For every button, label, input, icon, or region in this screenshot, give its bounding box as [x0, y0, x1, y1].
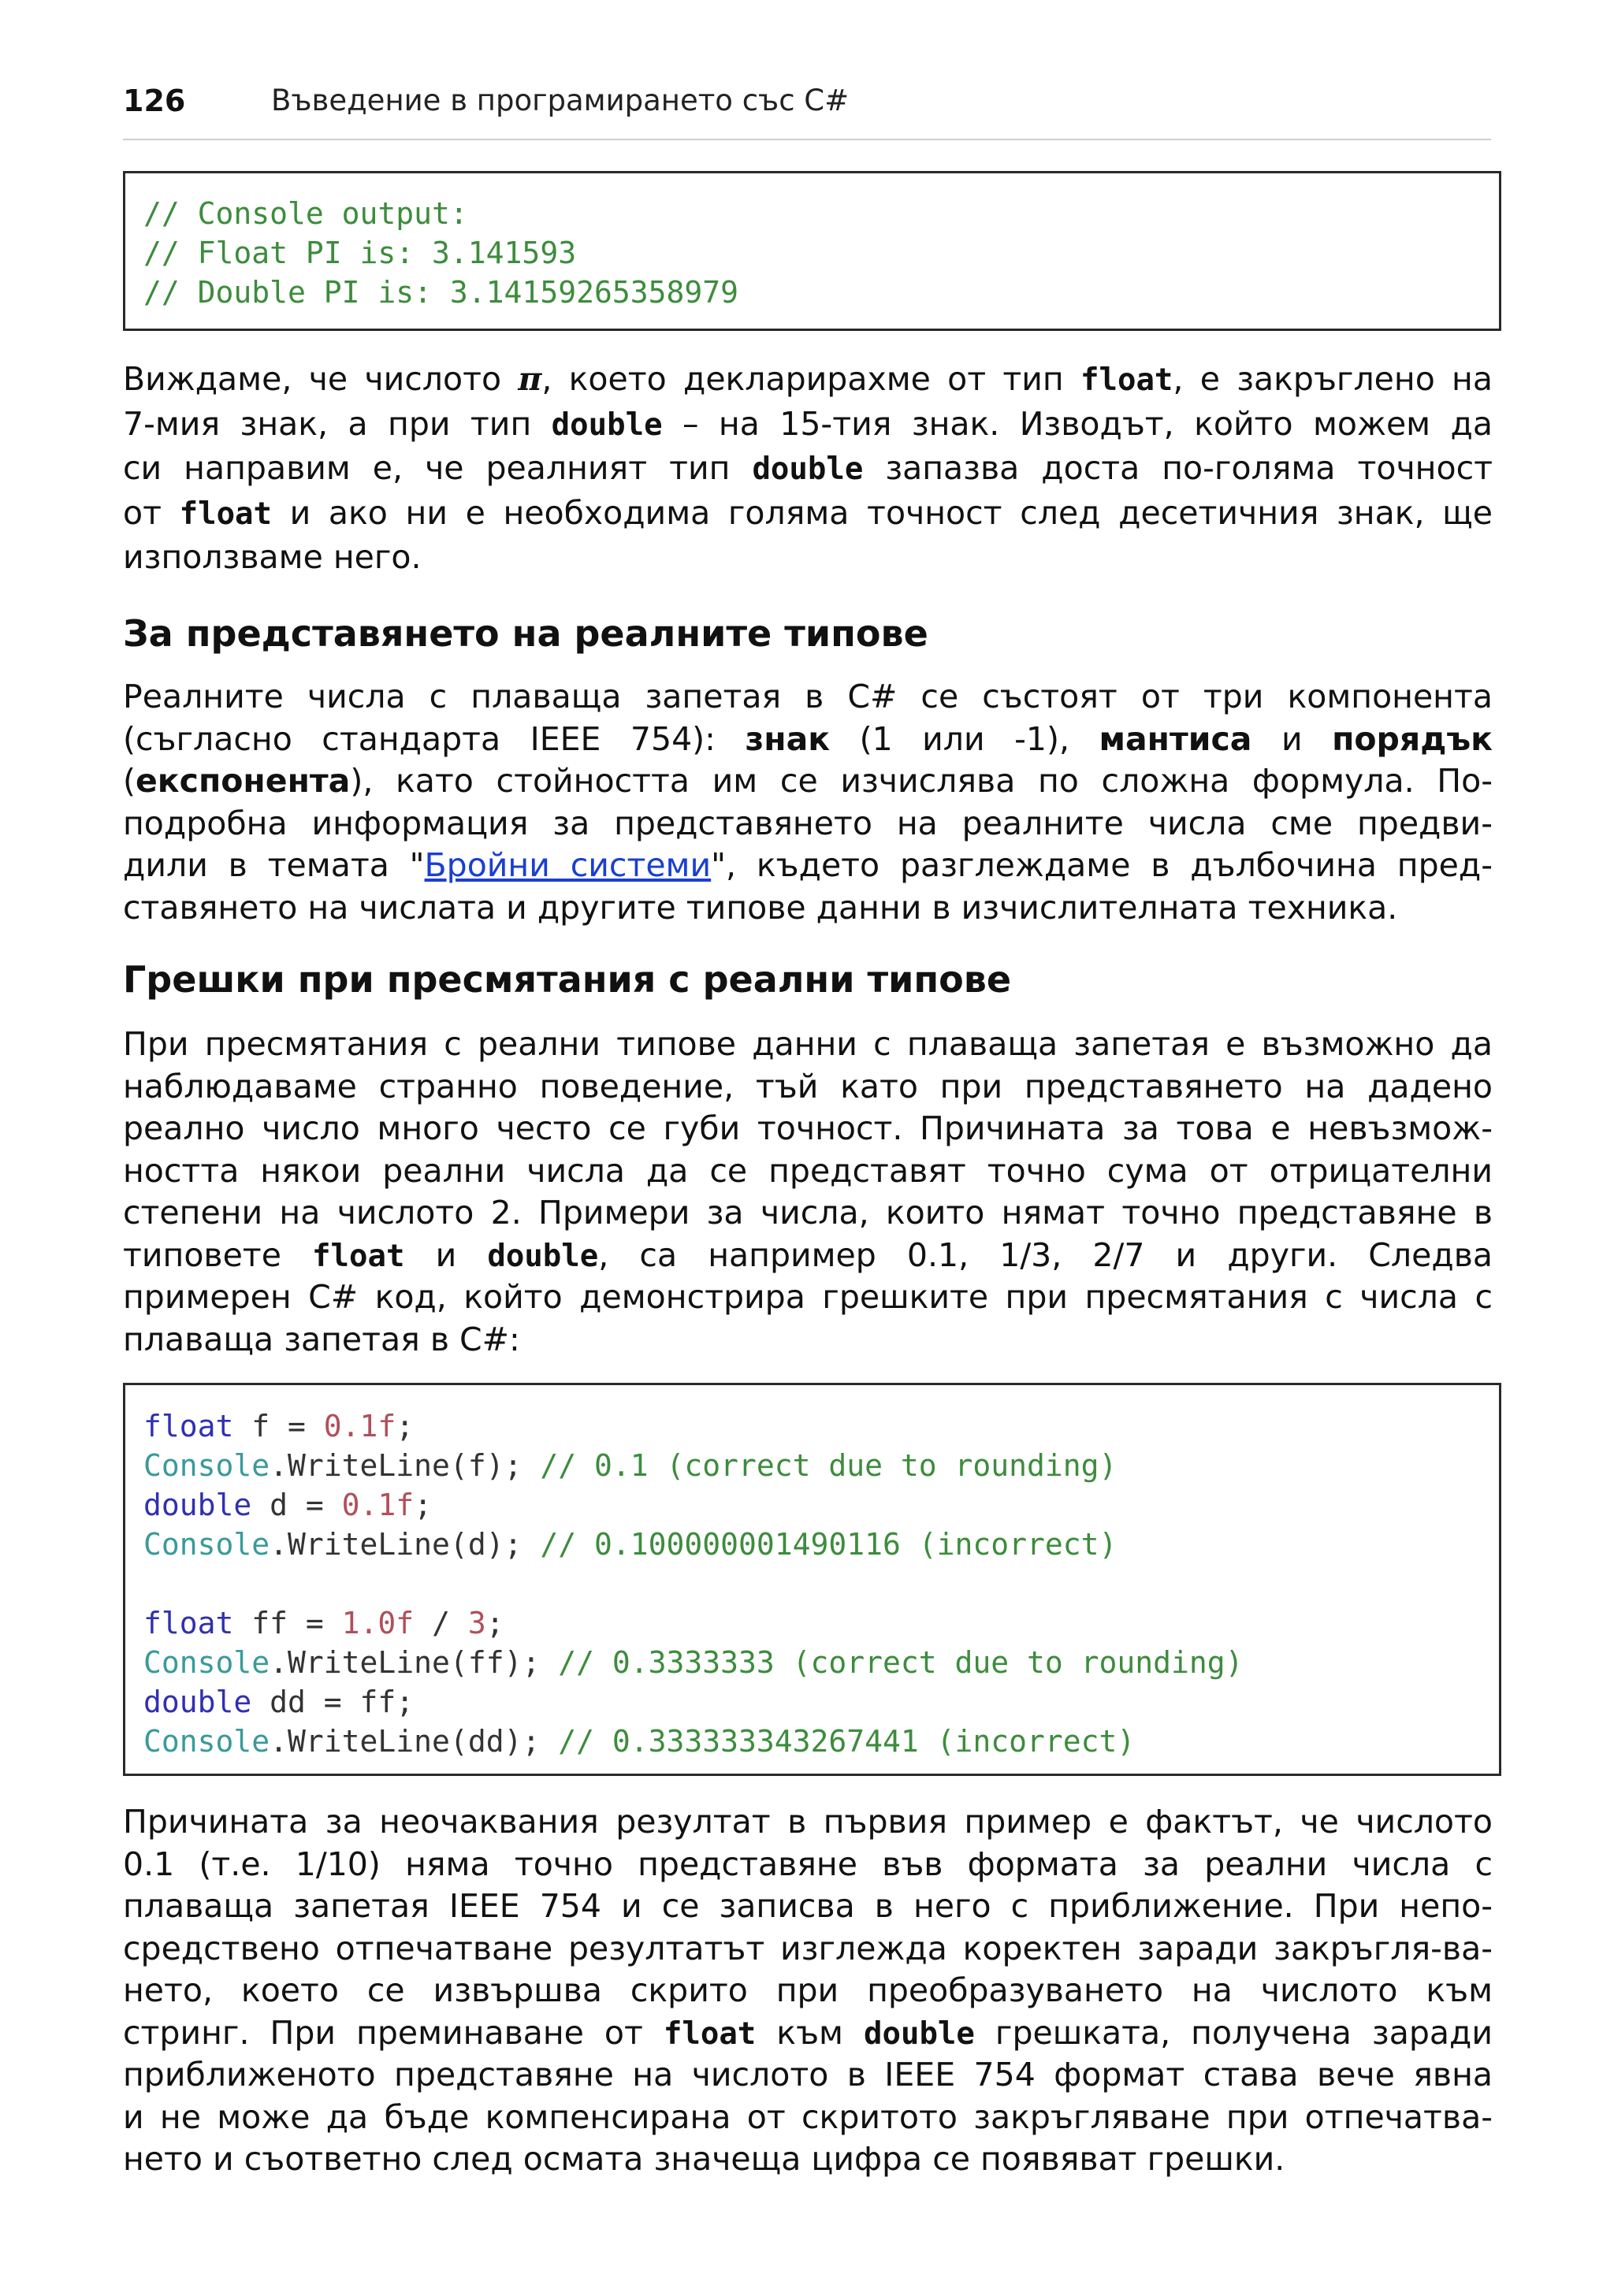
section-heading: За представянето на реалните типове	[123, 612, 928, 655]
code-line	[143, 1406, 1499, 1446]
code-line	[143, 1485, 1499, 1525]
text-line: подробна информация за представянето на реалните числа сме предви-	[123, 804, 1493, 842]
code-token-comment: // 0.100000001490116 (incorrect)	[540, 1527, 1118, 1562]
code-token-plain: ;	[414, 1488, 433, 1522]
code-token-keyword: float	[143, 1606, 234, 1640]
inline-code: double	[487, 1238, 599, 1274]
text-line: от float и ако ни е необходима голяма точност след десетичния знак, ще	[123, 493, 1493, 532]
code-line: // Double PI is: 3.14159265358979	[143, 275, 738, 310]
page-number: 126	[123, 84, 186, 118]
code-token-comment: // 0.3333333 (correct due to rounding)	[558, 1645, 1244, 1680]
code-token-plain: f =	[233, 1409, 324, 1443]
text-line: плаваща запетая в C#:	[123, 1320, 520, 1358]
text-line: ността някои реални числа да се представят точно сума от отрицателни	[123, 1151, 1493, 1190]
text-line: Реалните числа с плаваща запетая в C# се състоят от три компонента	[123, 678, 1493, 715]
code-token-plain: .WriteLine(ff);	[270, 1645, 559, 1680]
text-line: плаваща запетая IEEE 754 и се записва в него с приближение. При непо-	[123, 1887, 1493, 1925]
text-line: Причината за неочаквания резултат в първия пример е фактът, че числото	[123, 1803, 1493, 1841]
code-token-number: 0.1f	[323, 1409, 396, 1443]
inline-code: double	[551, 407, 663, 443]
code-block-console-output	[123, 171, 1501, 331]
code-token-plain: ;	[485, 1606, 504, 1640]
code-line: // Console output:	[143, 196, 468, 231]
bold-term: експонента	[136, 762, 351, 800]
link-number-systems[interactable]: Бройни системи	[424, 846, 712, 884]
code-line	[143, 1643, 1499, 1682]
bold-term: мантиса	[1099, 719, 1252, 758]
pi-symbol: π	[518, 360, 542, 398]
code-line	[143, 1525, 1499, 1564]
code-line	[143, 1682, 1499, 1722]
code-line	[143, 1564, 1499, 1603]
section-heading: Грешки при пресмятания с реални типове	[123, 958, 1012, 1001]
text-line: приближеното представяне на числото в IEEE 754 формат става вече явна	[123, 2056, 1493, 2094]
code-token-type: Console	[143, 1645, 270, 1680]
inline-code: double	[752, 451, 864, 487]
code-token-plain: .WriteLine(d);	[270, 1527, 541, 1562]
code-line	[143, 1722, 1499, 1761]
bold-term: порядък	[1332, 719, 1493, 758]
code-token-plain: dd = ff;	[251, 1685, 415, 1719]
code-line	[143, 1603, 1499, 1643]
text-line: реално число много често се губи точност. Причината за това е невъзмож-	[123, 1109, 1493, 1147]
inline-code: float	[663, 2016, 757, 2052]
text-line: типовете float и double, са например 0.1, 1/3, 2/7 и други. Следва	[123, 1235, 1493, 1274]
text-line: средствено отпечатване резултатът изглежда коректен заради закръгля-ва-	[123, 1929, 1493, 1967]
code-token-type: Console	[143, 1448, 270, 1483]
code-token-plain: /	[414, 1606, 468, 1640]
bold-term: знак	[745, 719, 831, 758]
code-line	[143, 1446, 1499, 1485]
text-line: (съгласно стандарта IEEE 754): знак (1 или -1), мантиса и порядък	[123, 719, 1493, 758]
paragraph-real-representation	[123, 676, 1493, 929]
code-token-keyword: double	[143, 1488, 252, 1522]
text-line: използваме него.	[123, 538, 422, 576]
code-token-plain: .WriteLine(f);	[270, 1448, 541, 1483]
inline-code: float	[1080, 362, 1173, 398]
inline-code: double	[864, 2016, 975, 2052]
code-token-keyword: double	[143, 1685, 252, 1719]
text-line: При пресмятания с реални типове данни с плаваща запетая е възможно да	[123, 1025, 1493, 1063]
code-token-comment: // 0.333333343267441 (incorrect)	[558, 1724, 1136, 1759]
page-header	[123, 80, 1491, 140]
text-line: примерен C# код, който демонстрира грешките при пресмятания с числа с	[123, 1278, 1493, 1316]
code-token-plain: .WriteLine(dd);	[270, 1724, 559, 1759]
paragraph-calc-errors	[123, 1024, 1493, 1361]
paragraph-pi-precision	[123, 357, 1493, 580]
text-line: стринг. При преминаване от float към double грешката, получена заради	[123, 2013, 1493, 2052]
code-token-plain: ff =	[233, 1606, 342, 1640]
code-token-type: Console	[143, 1724, 270, 1759]
code-line: // Float PI is: 3.141593	[143, 236, 577, 270]
text-line: нето и съответно след осмата значеща цифра се появяват грешки.	[123, 2140, 1285, 2178]
code-token-comment: // 0.1 (correct due to rounding)	[540, 1448, 1118, 1483]
inline-code: float	[312, 1238, 405, 1274]
code-token-plain: d =	[251, 1488, 342, 1522]
text-line: ставянето на числата и другите типове данни в изчислителната техника.	[123, 888, 1398, 927]
text-line: Виждаме, че числото π, което декларирахме от тип float, е закръглено на	[123, 360, 1493, 398]
code-token-number: 3	[467, 1606, 486, 1640]
code-token-type: Console	[143, 1527, 270, 1562]
text-line: 7-мия знак, а при тип double – на 15-тия знак. Изводът, който можем да	[123, 404, 1493, 443]
code-block-float-errors	[123, 1383, 1501, 1776]
code-token-number: 1.0f	[341, 1606, 415, 1640]
code-token-plain: ;	[396, 1409, 415, 1443]
code-token-number: 0.1f	[341, 1488, 415, 1522]
text-line: и не може да бъде компенсирана от скритото закръгляване при отпечатва-	[123, 2097, 1493, 2136]
text-line: 0.1 (т.е. 1/10) няма точно представяне във формата за реални числа с	[123, 1845, 1493, 1883]
code-token-keyword: float	[143, 1409, 234, 1443]
text-line: (експонента), като стойността им се изчислява по сложна формула. По-	[123, 762, 1493, 800]
paragraph-error-explanation	[123, 1801, 1493, 2181]
text-line: наблюдаваме странно поведение, тъй като при представянето на дадено	[123, 1067, 1493, 1105]
text-line: нето, което се извършва скрито при преобразуването на числото към	[123, 1971, 1493, 2009]
text-line: си направим е, че реалният тип double запазва доста по-голяма точност	[123, 449, 1493, 487]
running-title: Въведение в програмирането със C#	[271, 84, 850, 117]
text-line: степени на числото 2. Примери за числа, които нямат точно представяне в	[123, 1194, 1493, 1232]
inline-code: float	[179, 496, 273, 532]
text-line: дили в темата "Бройни системи", където разглеждаме в дълбочина пред-	[123, 846, 1493, 884]
